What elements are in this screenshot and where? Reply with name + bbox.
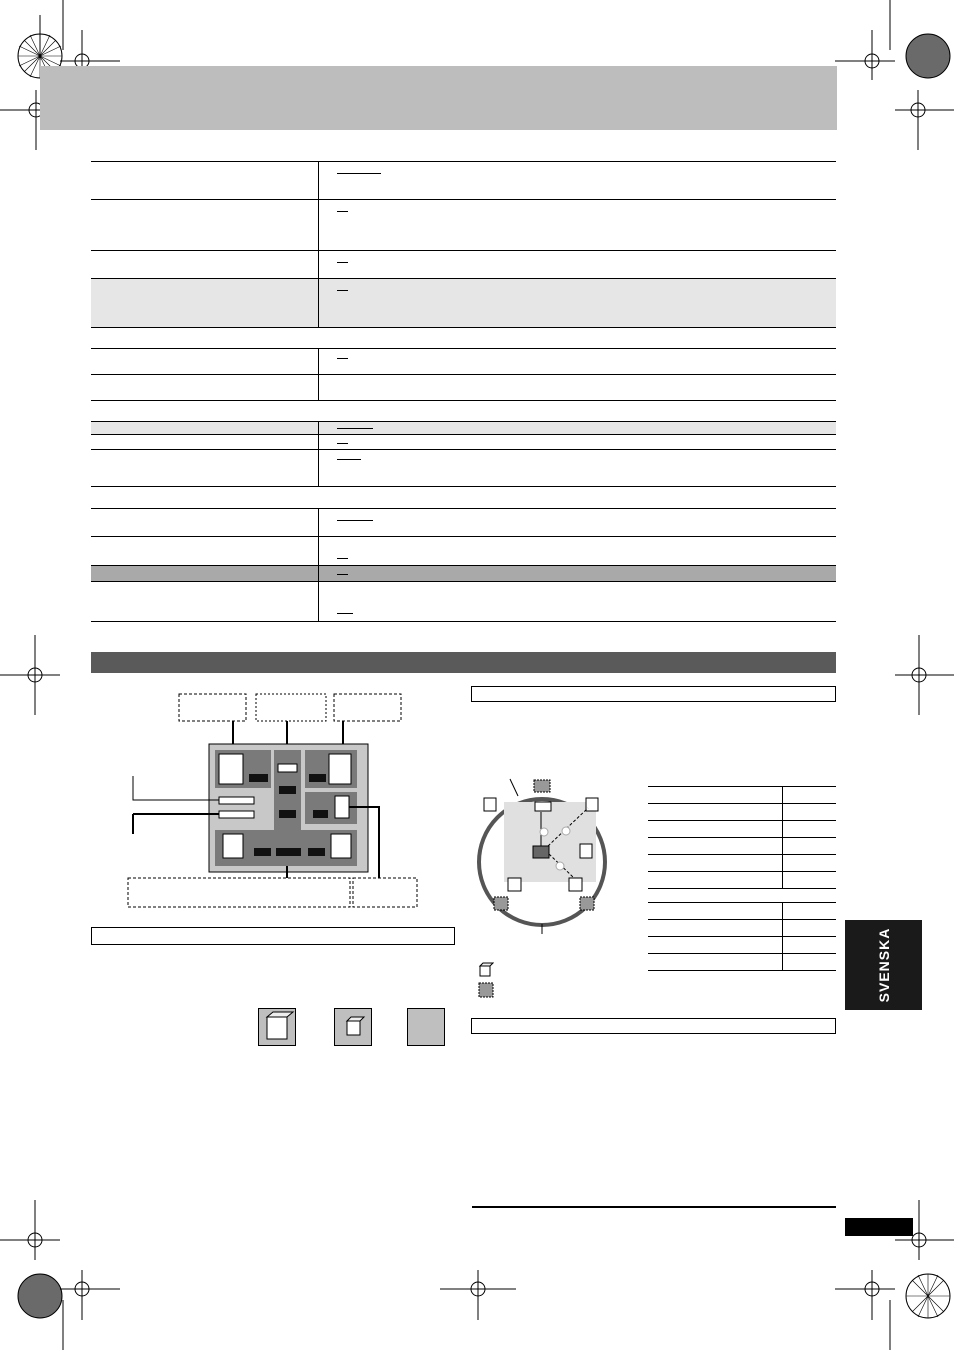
speaker-setup-screen-diagram: [91, 690, 461, 915]
table-row: [91, 450, 836, 487]
subwoofer-icon: [478, 982, 494, 998]
table-row: [648, 920, 836, 937]
table-section-row: [91, 487, 836, 509]
subsection-heading-box: [91, 927, 455, 945]
speaker-large-icon: [258, 1008, 296, 1046]
page-number-tab: [845, 1218, 913, 1236]
page-header-band: [40, 66, 837, 130]
section-heading-bar: [91, 652, 836, 673]
table-row: [91, 422, 836, 435]
table-row: [91, 582, 836, 622]
table-row: [91, 509, 836, 537]
table-row: [91, 566, 836, 582]
table-row: [91, 537, 836, 566]
table-row: [648, 804, 836, 821]
subsection-heading-box: [471, 686, 836, 702]
speaker-small-icon: [334, 1008, 372, 1046]
footer-rule: [472, 1206, 836, 1208]
table-row: [91, 279, 836, 328]
table-row: [648, 954, 836, 971]
speaker-none-icon: [407, 1008, 445, 1046]
table-row: [648, 937, 836, 954]
table-row: [648, 838, 836, 855]
subsection-heading-box: [471, 1018, 836, 1034]
table-row: [648, 903, 836, 920]
table-row: [648, 855, 836, 872]
table-row: [648, 872, 836, 889]
distance-table: [648, 786, 836, 889]
distance-table-2: [648, 902, 836, 971]
listening-position-diagram: [474, 774, 634, 934]
language-side-tab: [845, 920, 922, 1010]
table-section-row: [91, 328, 836, 349]
table-row: [91, 162, 836, 200]
table-row: [91, 375, 836, 401]
table-row: [91, 349, 836, 375]
table-section-row: [91, 401, 836, 422]
language-side-tab-label: SVENSKA: [875, 927, 892, 1003]
table-row: [91, 435, 836, 450]
table-row: [648, 821, 836, 838]
speaker-icon: [478, 962, 494, 978]
table-row: [91, 200, 836, 251]
table-row: [91, 251, 836, 279]
table-row: [648, 787, 836, 804]
